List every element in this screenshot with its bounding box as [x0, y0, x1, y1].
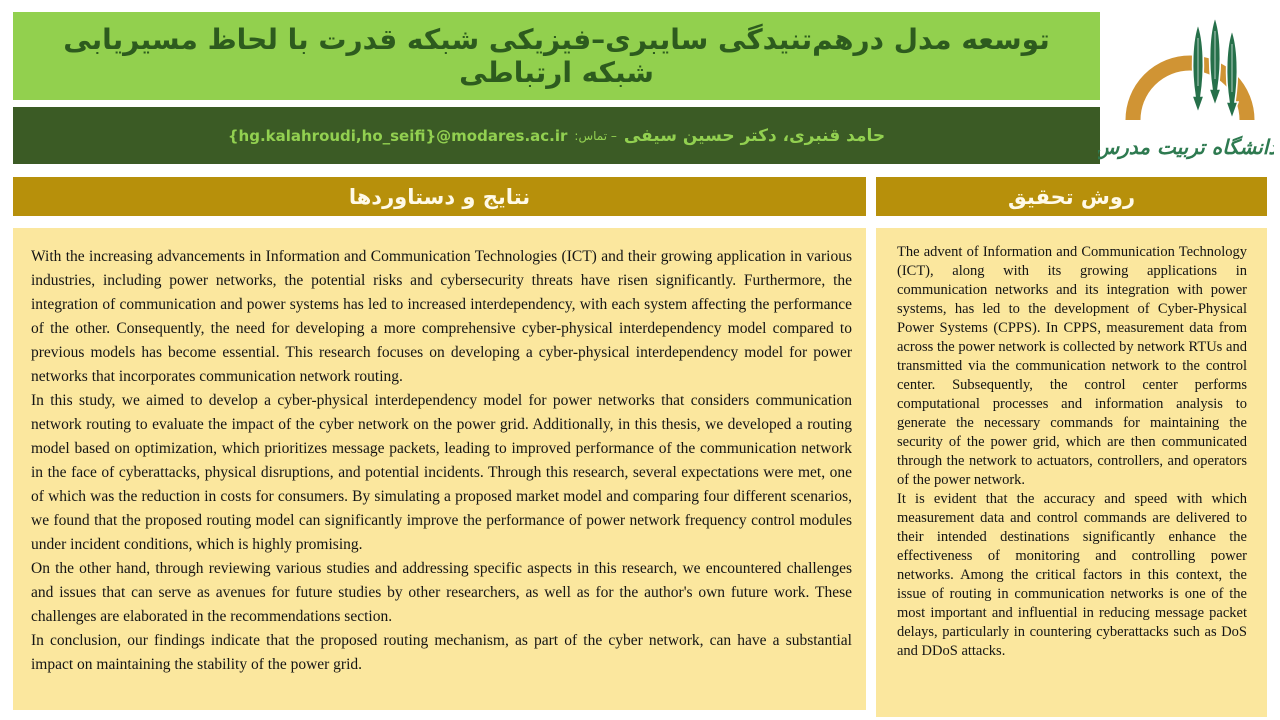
- contact-email: {hg.kalahroudi,ho_seifi}@modares.ac.ir: [227, 126, 568, 145]
- results-section-title: نتایج و دستاوردها: [348, 184, 531, 209]
- results-section-body: [13, 228, 866, 710]
- method-section-header: [876, 177, 1267, 216]
- results-paragraph: With the increasing advancements in Information and Communication Technologies (ICT) and their growing application in various industries, including power networks, the potential risks and cybersecurity threats have risen significantly. Furthermore, the integration of communication and power systems has led to increased interdependency, with each system affecting the performance of the other. Consequently, the need for developing a more comprehensive cyber-physical interdependency model compared to previous models has become essential. This research focuses on developing a cyber-physical interdependency model for power networks that incorporates communication network routing.: [31, 248, 852, 385]
- results-section-header: [13, 177, 866, 216]
- method-paragraph: The advent of Information and Communication Technology (ICT), along with its growing applications in communication networks and its integration with power systems, has led to the development of Cyber-Physical Power Systems (CPPS). In CPPS, measurement data from across the power network is collected by network RTUs and transmitted via the communication network to the control center. Subsequently, the control center performs computational processes and information analysis to generate the necessary commands for maintaining the security of the power grid, which are then communicated through the network to actuators, controllers, and operators of the power network.: [897, 244, 1247, 488]
- results-paragraph: On the other hand, through reviewing various studies and addressing specific aspects in this research, we encountered challenges and issues that can serve as avenues for future studies by other researchers, as well as for the author's own future work. These challenges are elaborated in the recommendations section.: [31, 560, 852, 625]
- logo-cypress-trees: [1192, 17, 1238, 119]
- method-section-title: روش تحقیق: [1007, 184, 1136, 209]
- authors-names: حامد قنبری، دکتر حسین سیفی: [623, 125, 886, 146]
- results-paragraph: In this study, we aimed to develop a cyber-physical interdependency model for power networks that considers communication network routing to evaluate the impact of the cyber network on the power grid. Additionally, in this thesis, we developed a routing model based on optimization, which prioritizes message packets, leading to improved performance of the communication network in the face of cyberattacks, physical disruptions, and potential incidents. Through this research, several expectations were met, one of which was the reduction in costs for consumers. By simulating a proposed market model and comparing four different scenarios, we found that the proposed routing model can significantly improve the performance of power network frequency control modules under incident conditions, which is highly promising.: [31, 392, 852, 553]
- contact-label: – تماس:: [574, 128, 617, 143]
- university-logo: [1098, 2, 1274, 170]
- method-section-body: [876, 228, 1267, 717]
- tarbiat-modares-logo-icon: [1098, 2, 1274, 170]
- authors-bar: [13, 107, 1100, 164]
- poster-title: توسعه مدل درهم‌تنیدگی سایبری–فیزیکی شبکه قدرت با لحاظ مسیریابی شبکه ارتباطی: [63, 23, 1050, 89]
- results-paragraph: In conclusion, our findings indicate that the proposed routing mechanism, as part of the cyber network, can have a substantial impact on maintaining the stability of the power grid.: [31, 632, 852, 673]
- logo-caption: دانشگاه تربیت مدرس: [1098, 135, 1274, 159]
- poster-title-bar: [13, 12, 1100, 100]
- method-paragraph: It is evident that the accuracy and speed with which measurement data and control commands are delivered to their intended destinations significantly enhance the effectiveness of monitoring and controlling power networks. Among the critical factors in this context, the issue of routing in communication networks is one of the most important and influential in reducing message packet delays, particularly in countering cyberattacks such as DoS and DDoS attacks.: [897, 491, 1247, 659]
